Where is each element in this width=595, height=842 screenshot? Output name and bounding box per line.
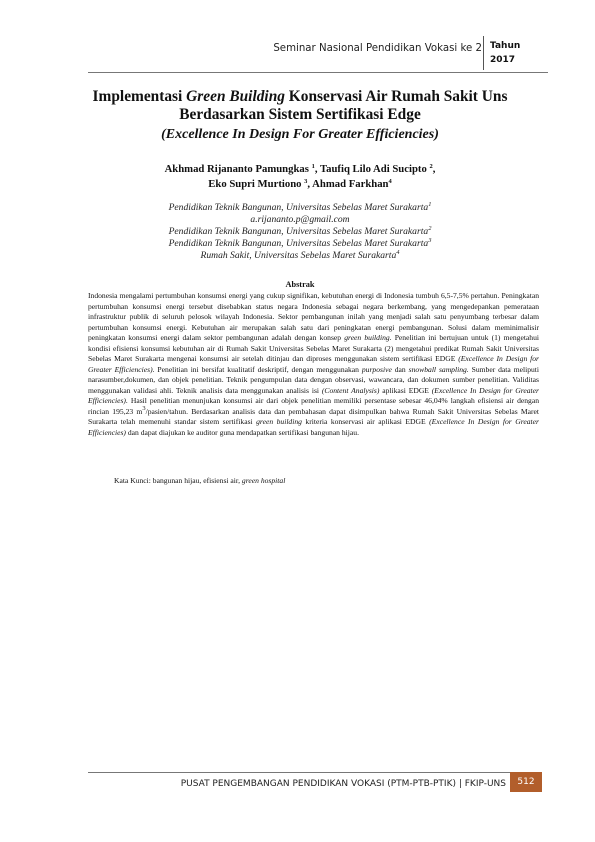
paper-title-line1 <box>60 88 540 106</box>
abstract-text: Indonesia mengalami pertumbuhan konsumsi energi yang cukup signifikan, kebutuhan energi di Indonesia tumbuh 6,5-7,5% pertahun. Peningkatan pertumbuhan konsumsi energi tersebut disebabkan status negara Indonesia sebagai negara berkembang, yang mengedepankan pemerataan infrastruktur publik di seluruh pelosok wilayah Indonesia. Sektor pembangunan inilah yang menjadi salah satu penyumbang terbesar dalam pertumbuhan konsumsi energi. Kebutuhan air merupakan salah satu dari peningkatan energi pembangunan. Solusi dalam meminimalisir peningkatan konsumsi energi dalam sektor pembangunan adalah dengan konsep <box>88 291 539 342</box>
header-year <box>490 39 546 67</box>
keywords-italic: green hospital <box>241 476 286 485</box>
header-year-value: 2017 <box>490 55 516 65</box>
abstract-italic: (Content Analysis) <box>321 385 380 395</box>
abstract-text: Sumber data meliputi narasumber,dokumen, dan objek penelitian. Teknik pengumpulan data dengan observasi, wawancara, dan dokumen sumber penelitian. Validitas menggunakan validasi ahli. Teknik analisis data menggunakan analisis isi <box>88 364 540 395</box>
authors-line1 <box>60 162 540 177</box>
author-4: , Ahmad Farkhan <box>307 178 389 190</box>
running-header <box>88 36 548 70</box>
affiliation-3-sup: 3 <box>428 237 432 244</box>
author-email[interactable]: a.rijananto.p@gmail.com <box>250 214 350 225</box>
paper-title-line2: Berdasarkan Sistem Sertifikasi Edge <box>179 106 421 123</box>
abstract-text: Penelitian ini bersifat kualitatif deskriptif, dengan menggunakan <box>154 364 362 374</box>
affiliation-1-sup: 1 <box>428 201 432 208</box>
header-seminar-title: Seminar Nasional Pendidikan Vokasi ke 2 <box>273 43 482 54</box>
author-3-sup: 3 <box>304 178 308 185</box>
abstract-text: Penelitian ini bertujuan untuk (1) mengetahui kondisi efisiensi konsumsi kebutuhan air di Rumah Sakit Universitas Sebelas Maret Surakarta (2) mengetahui predikat Rumah Sakit Universitas Sebelas Maret Surakarta mengenai konsumsi air setelah ditinjau dan diproses menggunakan sistem sertifikasi EDGE <box>88 333 540 363</box>
affiliation-4-text: Rumah Sakit, Universitas Sebelas Maret Surakarta <box>200 250 397 261</box>
abstract-text: /pasien/tahun. Berdasarkan analisis data dan pembahasan dapat disimpulkan bahwa Rumah Sakit Universitas Sebelas Maret Surakarta telah memenuhi standar sistem sertifikasi <box>88 406 539 426</box>
affiliation-4-sup: 4 <box>396 249 400 256</box>
paper-subtitle: (Excellence In Design For Greater Efficiencies) <box>161 127 439 142</box>
abstract-italic: green building. <box>344 333 392 342</box>
author-3: Eko Supri Murtiono <box>208 178 305 190</box>
author-1-sup: 1 <box>311 163 315 170</box>
author-1: Akhmad Rijananto Pamungkas <box>164 163 312 175</box>
author-2-end: , <box>432 163 436 175</box>
author-2-sup: 2 <box>429 163 433 170</box>
abstract-italic: (Excellence In Design for Greater Efficiencies) <box>88 417 539 437</box>
affiliation-1-text: Pendidikan Teknik Bangunan, Universitas Sebelas Maret Surakarta <box>168 202 429 213</box>
affiliation-4 <box>60 249 540 262</box>
keywords <box>114 476 534 486</box>
authors-line2 <box>60 177 540 192</box>
title-prefix: Implementasi <box>92 88 187 105</box>
abstract-text: aplikasi EDGE <box>379 385 432 395</box>
footer-publisher: PUSAT PENGEMBANGAN PENDIDIKAN VOKASI (PTM-PTB-PTIK) | FKIP-UNS <box>180 779 506 789</box>
abstract-italic: green building <box>256 417 302 426</box>
abstract-text: kriteria konservasi air aplikasi EDGE <box>301 417 430 426</box>
title-suffix: Konservasi Air Rumah Sakit Uns <box>284 88 508 105</box>
affiliation-3-text: Pendidikan Teknik Bangunan, Universitas Sebelas Maret Surakarta <box>168 238 429 249</box>
affiliation-2-sup: 2 <box>428 225 432 232</box>
affiliation-2-text: Pendidikan Teknik Bangunan, Universitas Sebelas Maret Surakarta <box>168 226 429 237</box>
abstract-italic: (Excellence In Design for Greater Efficiencies). <box>88 354 539 374</box>
footer-rule <box>88 772 542 773</box>
abstract-body <box>88 291 539 438</box>
title-italic: Green Building <box>186 88 285 105</box>
abstract-text: dan dapat diajukan ke auditor guna mendapatkan sertifikasi bangunan hijau. <box>125 427 359 437</box>
author-2: , Taufiq Lilo Adi Sucipto <box>314 163 430 175</box>
header-divider <box>483 36 484 70</box>
header-rule <box>88 72 548 73</box>
abstract-italic: snowball sampling. <box>408 364 469 374</box>
abstract-text: dan <box>391 364 409 374</box>
abstract-heading: Abstrak <box>285 280 315 289</box>
keywords-text: Kata Kunci: bangunan hijau, efisiensi air, <box>114 476 242 485</box>
page-number: 512 <box>510 772 542 792</box>
abstract-italic: (Excellence In Design for Greater Efficiencies). <box>88 385 539 405</box>
header-year-label: Tahun <box>490 41 521 51</box>
abstract-italic: purposive <box>361 364 392 374</box>
abstract-text: Hasil penelitian menunjukan konsumsi air dari objek penelitian memiliki persentase sebesar 46,04% langkah efisiensi air dengan rincian 195,23 m <box>88 396 539 416</box>
abstract-superscript: 3 <box>142 404 146 412</box>
author-4-sup: 4 <box>388 178 392 185</box>
